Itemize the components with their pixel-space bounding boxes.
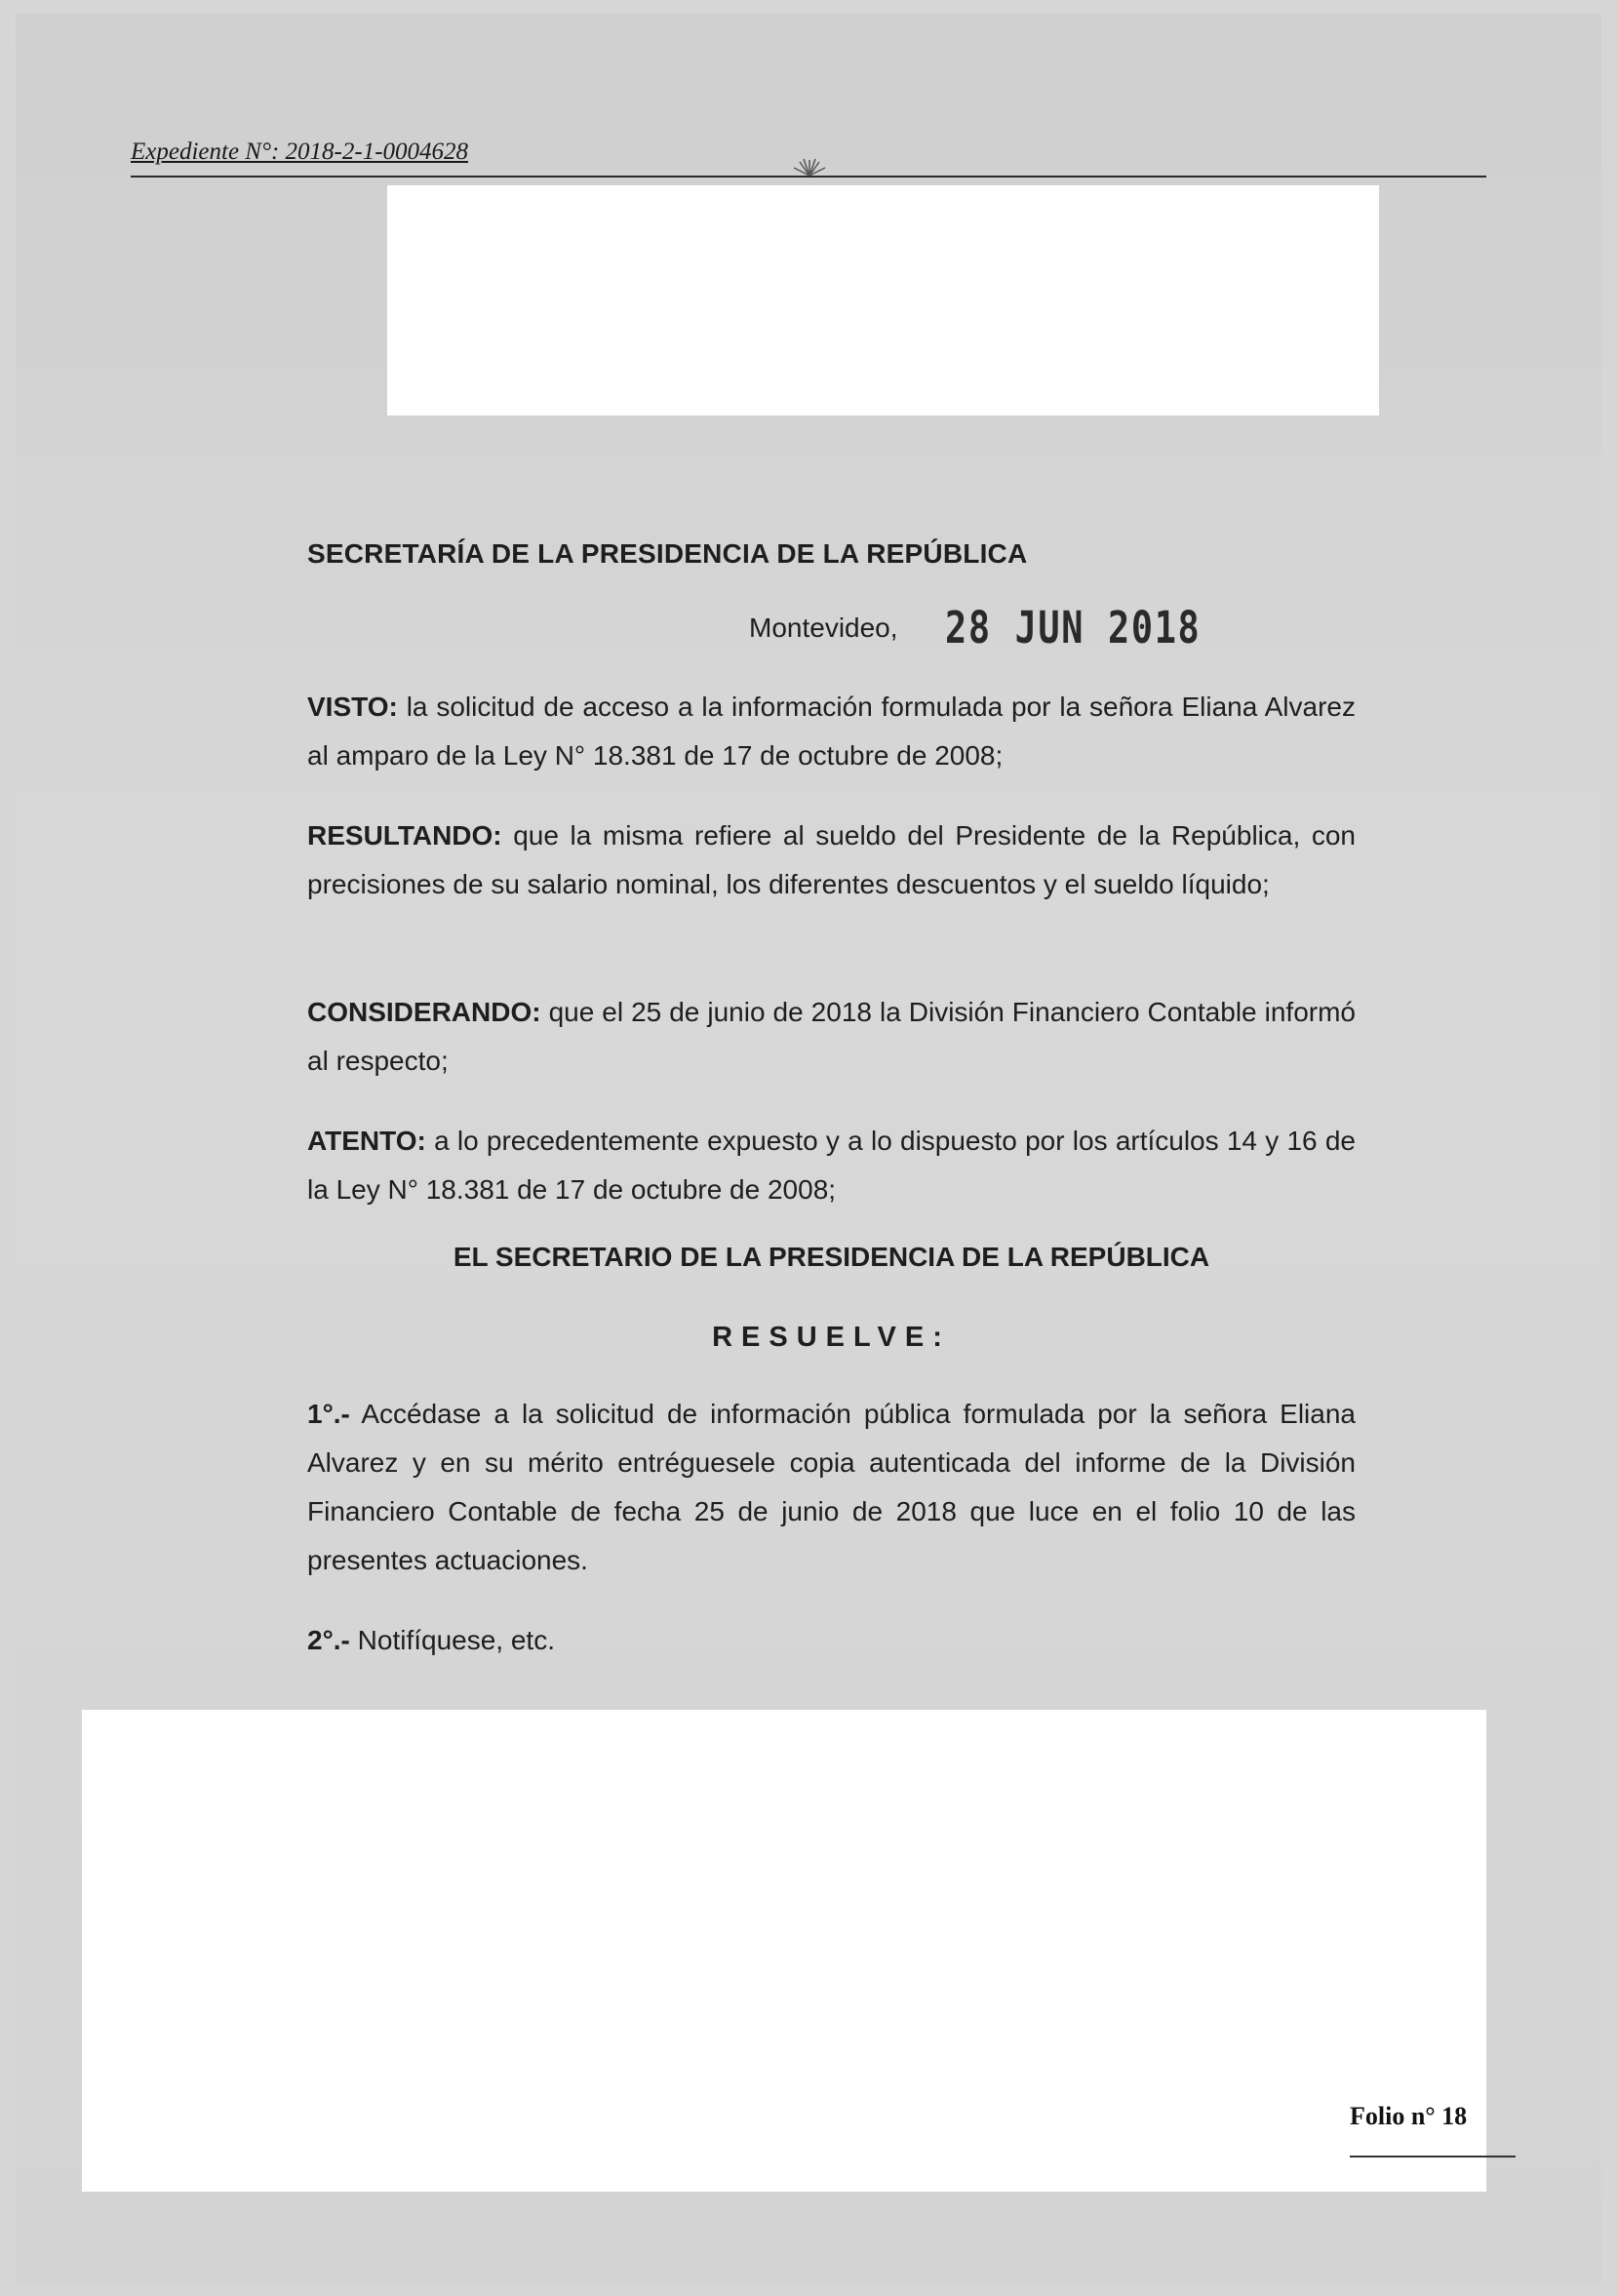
article-2 <box>307 1616 1356 1665</box>
article-2-label: 2°.- <box>307 1625 350 1655</box>
sun-emblem-icon <box>790 156 829 178</box>
date-stamp: 28 JUN 2018 <box>945 602 1202 653</box>
article-2-text: Notifíquese, etc. <box>349 1625 555 1655</box>
visto-label: VISTO: <box>307 692 398 722</box>
resultando-paragraph <box>307 812 1356 909</box>
resultando-text: que la misma refiere al sueldo del Presidente de la República, con precisiones de su salario nominal, los diferentes descuentos y el sueldo líquido; <box>307 820 1356 899</box>
resuelve-heading: RESUELVE: <box>712 1322 951 1353</box>
article-1-label: 1°.- <box>307 1399 350 1429</box>
resultando-label: RESULTANDO: <box>307 820 502 851</box>
expediente-number: Expediente N°: 2018-2-1-0004628 <box>131 139 469 165</box>
secretario-heading: EL SECRETARIO DE LA PRESIDENCIA DE LA REPÚBLICA <box>453 1242 1210 1272</box>
atento-label: ATENTO: <box>307 1126 426 1156</box>
visto-paragraph <box>307 683 1356 780</box>
folio-rule <box>1350 2156 1516 2157</box>
considerando-text: que el 25 de junio de 2018 la División Financiero Contable informó al respecto; <box>307 997 1356 1076</box>
article-1 <box>307 1390 1356 1585</box>
institution-title: SECRETARÍA DE LA PRESIDENCIA DE LA REPÚBLICA <box>307 538 1028 569</box>
redacted-signature-block <box>82 1710 1486 2192</box>
article-1-text: Accédase a la solicitud de información pública formulada por la señora Eliana Alvarez y en su mérito entréguesele copia autenticada del informe de la División Financiero Contable de fecha 25 de junio de 2018 que luce en el folio 10 de las presentes actuaciones. <box>307 1399 1356 1575</box>
considerando-paragraph <box>307 988 1356 1086</box>
visto-text: la solicitud de acceso a la información formulada por la señora Eliana Alvarez al amparo de la Ley N° 18.381 de 17 de octubre de 2008; <box>307 692 1356 771</box>
atento-paragraph <box>307 1117 1356 1214</box>
redacted-letterhead <box>387 185 1379 416</box>
folio-number: Folio n° 18 <box>1350 2102 1468 2130</box>
considerando-label: CONSIDERANDO: <box>307 997 541 1027</box>
atento-text: a lo precedentemente expuesto y a lo dispuesto por los artículos 14 y 16 de la Ley N° 18.381 de 17 de octubre de 2008; <box>307 1126 1356 1205</box>
place: Montevideo, <box>749 613 898 643</box>
